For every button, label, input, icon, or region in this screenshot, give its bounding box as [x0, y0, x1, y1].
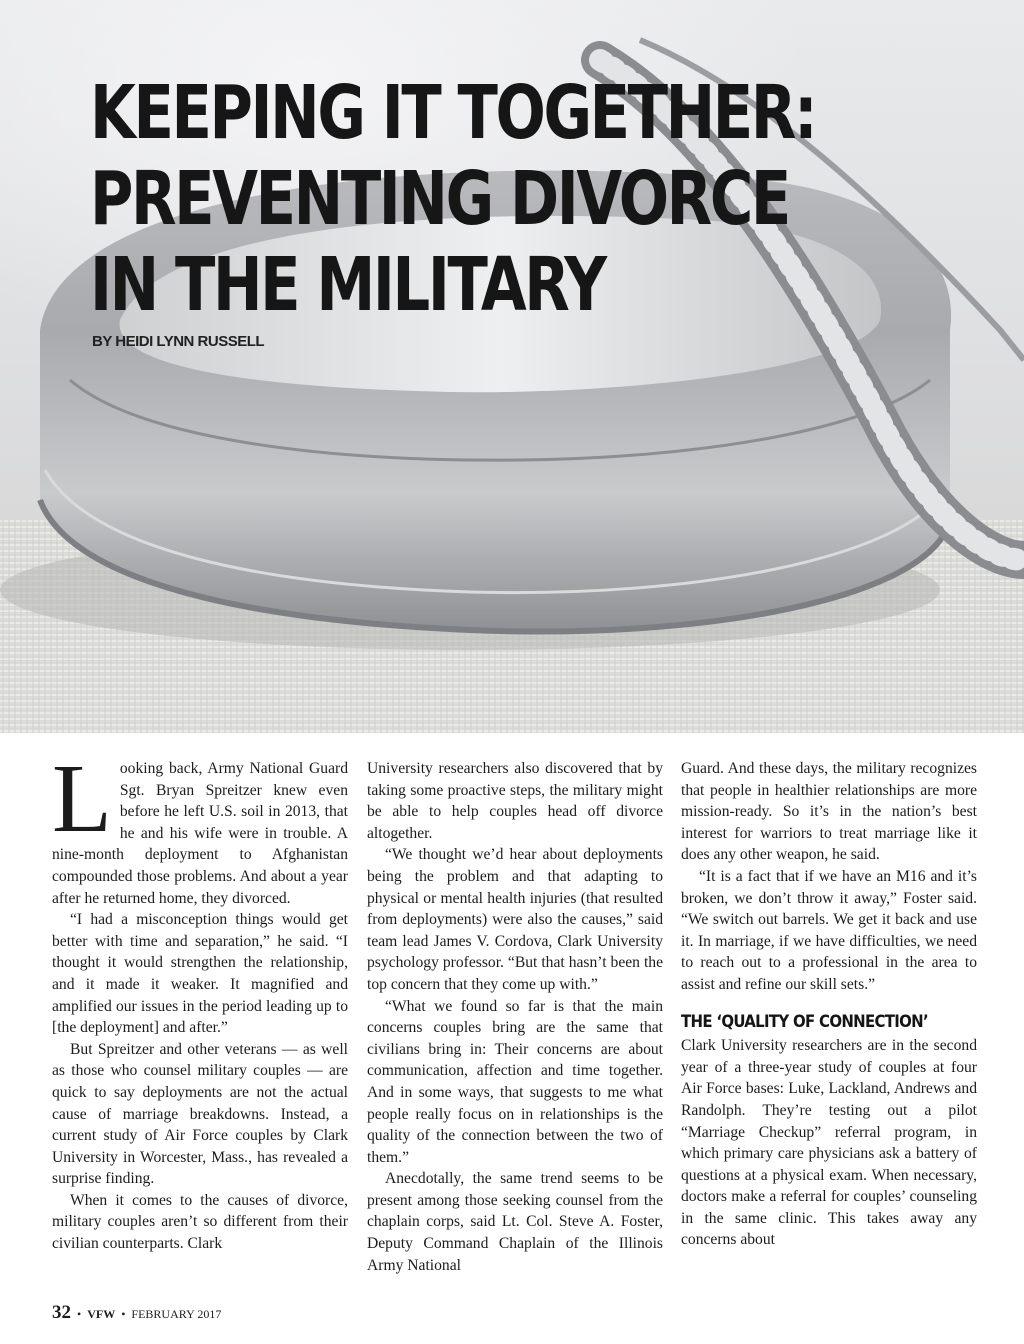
headline-line-3: IN THE MILITARY: [90, 242, 605, 328]
paragraph-7: “What we found so far is that the main concerns couples bring are the same that civilians bring in: Their concerns are about communication, affection and time together. And in some ways, that suggests to me what people really focus on in relationships is the quality of the connection between the two of them.”: [367, 997, 663, 1166]
article-column-3: [681, 758, 977, 1251]
paragraph-3: But Spreitzer and other veterans — as well as those who counsel military couples — are quick to say deployments are not the actual cause of marriage breakdowns. Instead, a current study of Air Force couples by Clark University in Worcester, Mass., has revealed a surprise finding.: [52, 1040, 348, 1188]
paragraph-11: Clark University researchers are in the second year of a three-year study of couples at four Air Force bases: Luke, Lackland, Andrews and Randolph. They’re testing out a pilot “Marriage Checkup” referral program, in which primary care physicians ask a battery of questions at a physical exam. When necessary, doctors make a referral for couples’ counseling in the same clinic. This takes away any concerns about: [681, 1037, 977, 1249]
page-footer: [52, 1302, 221, 1324]
headline-line-1: KEEPING IT TOGETHER:: [90, 70, 816, 156]
paragraph-1-text: ooking back, Army National Guard Sgt. Bryan Spreitzer knew even before he left U.S. soil in 2013, that he and his wife were in trouble. A nine-month deployment to Afghanistan compounded those problems. And about a year after he returned home, they divorced.: [52, 760, 348, 907]
paragraph-1: [52, 745, 348, 909]
paragraph-6: “We thought we’d hear about deployments being the problem and that adapting to physical or mental health injuries (that resulted from deployments) were also the causes,” said team lead James V. Cordova, Clark University psychology professor. “But that hasn’t been the top concern that they come up with.”: [367, 846, 663, 993]
paragraph-5: University researchers also discovered that by taking some proactive steps, the military might be able to help couples head off divorce altogether.: [367, 760, 663, 842]
section-subhead: THE ‘QUALITY OF CONNECTION’: [681, 1011, 928, 1032]
article-byline: BY HEIDI LYNN RUSSELL: [92, 333, 265, 350]
article-headline: [90, 70, 816, 328]
footer-separator-2: •: [121, 1307, 126, 1321]
drop-cap: L: [52, 745, 112, 853]
paragraph-4: When it comes to the causes of divorce, military couples aren’t so different from their civilian counterparts. Clark: [52, 1191, 348, 1253]
paragraph-9: Guard. And these days, the military recognizes that people in healthier relationships are more mission-ready. So it’s in the nation’s best interest for warriors to treat marriage like it does any other weapon, he said.: [681, 760, 977, 864]
issue-date: FEBRUARY 2017: [131, 1307, 222, 1321]
paragraph-10: “It is a fact that if we have an M16 and it’s broken, we don’t throw it away,” Foster said. “We switch out barrels. We get it back and use it. In marriage, if we have difficulties, we need to reach out to a professional in the area to assist and refine our skill sets.”: [681, 867, 977, 993]
article-column-1: [52, 745, 348, 1255]
paragraph-8: Anecdotally, the same trend seems to be present among those seeking counsel from the chaplain corps, said Lt. Col. Steve A. Foster, Deputy Command Chaplain of the Illinois Army National: [367, 1170, 663, 1274]
paragraph-2: “I had a misconception things would get better with time and separation,” he said. “I thought it would strengthen the relationship, and it made it weaker. It magnified and amplified our issues in the period leading up to [the deployment] and after.”: [52, 911, 348, 1037]
footer-separator-1: •: [77, 1307, 82, 1321]
page-number: 32: [52, 1302, 71, 1323]
headline-line-2: PREVENTING DIVORCE: [90, 156, 789, 242]
publication-name: VFW: [87, 1307, 116, 1321]
article-column-2: [367, 758, 663, 1276]
